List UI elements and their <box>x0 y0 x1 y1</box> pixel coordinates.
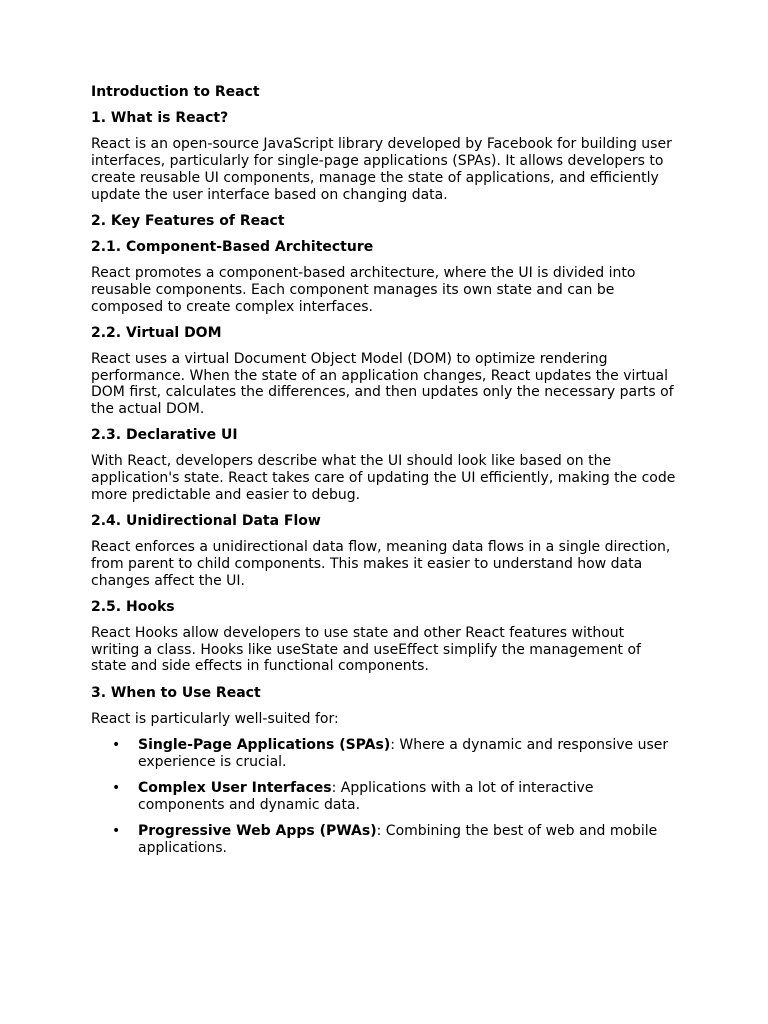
list-item-description: : Where a dynamic and responsive user experience is crucial. <box>138 737 669 770</box>
section-2-2-heading: 2.2. Virtual DOM <box>91 324 222 341</box>
section-2-4-paragraph: React enforces a unidirectional data flow, meaning data flows in a single direction, from parent to child components. This makes it easier to understand how data changes affect the UI. <box>91 539 671 589</box>
section-2-2-paragraph: React uses a virtual Document Object Model (DOM) to optimize rendering performance. When the state of an application changes, React updates the virtual DOM first, calculates the differences, and then updates only the necessary parts of the actual DOM. <box>91 350 674 418</box>
bullet-icon: • <box>112 737 121 754</box>
document-title: Introduction to React <box>91 84 260 100</box>
section-2-5-paragraph: React Hooks allow developers to use state and other React features without writing a class. Hooks like useState and useEffect simplify the management of state and side effects in functional components. <box>91 625 641 675</box>
section-1-heading: 1. What is React? <box>91 110 229 127</box>
list-item <box>91 737 676 770</box>
section-2-5-heading: 2.5. Hooks <box>91 598 175 615</box>
section-3-heading: 3. When to Use React <box>91 684 261 701</box>
section-2-1-heading: 2.1. Component-Based Architecture <box>91 238 374 255</box>
use-case-list <box>91 737 676 856</box>
bullet-icon: • <box>112 822 121 839</box>
section-3-paragraph: React is particularly well-suited for: <box>91 710 339 727</box>
section-2-1-paragraph: React promotes a component-based architecture, where the UI is divided into reusable components. Each component manages its own state and can be composed to create complex interfaces. <box>91 265 636 315</box>
bullet-icon: • <box>112 780 121 796</box>
list-item-term: Complex User Interfaces <box>138 780 332 796</box>
section-2-4-heading: 2.4. Unidirectional Data Flow <box>91 513 321 530</box>
document-page <box>91 84 676 866</box>
section-2-3-heading: 2.3. Declarative UI <box>91 427 238 444</box>
list-item-term: Single-Page Applications (SPAs) <box>138 737 391 754</box>
section-2-heading: 2. Key Features of React <box>91 212 285 229</box>
list-item <box>91 780 676 813</box>
list-item-description: : Applications with a lot of interactive components and dynamic data. <box>138 780 594 813</box>
list-item-term: Progressive Web Apps (PWAs) <box>138 822 377 839</box>
list-item <box>91 823 676 856</box>
list-item-description: : Combining the best of web and mobile applications. <box>138 822 658 856</box>
section-2-3-paragraph: With React, developers describe what the UI should look like based on the application's state. React takes care of updating the UI efficiently, making the code more predictable and easier to debug. <box>91 453 676 503</box>
section-1-paragraph: React is an open-source JavaScript library developed by Facebook for building user interfaces, particularly for single-page applications (SPAs). It allows developers to create reusable UI components, manage the state of applications, and efficiently update the user interface based on changing data. <box>91 136 672 203</box>
